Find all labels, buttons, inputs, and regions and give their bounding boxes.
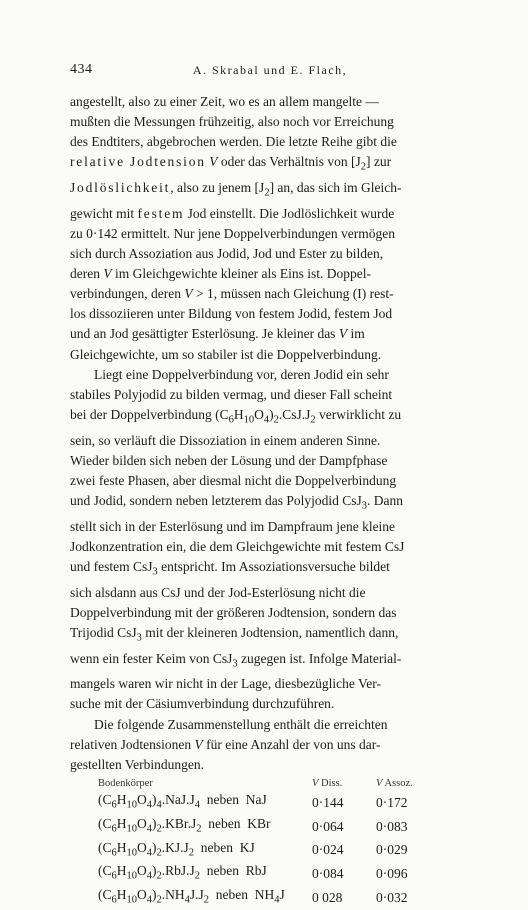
emphasis-jodloeslichkeit: Jodlöslichkeit (70, 180, 171, 196)
cell-v-assoz: 0·032 (376, 890, 408, 906)
results-table (98, 777, 436, 910)
cell-v-diss: 0·064 (312, 818, 344, 834)
emphasis-relative-jodtension: relative Jodtension (70, 154, 206, 170)
symbol-v: V (209, 154, 218, 170)
table-row (98, 862, 436, 886)
page-number: 434 (70, 62, 93, 77)
emphasis-festem: festem (137, 205, 185, 221)
table-row (98, 886, 436, 910)
cell-v-assoz: 0·029 (376, 842, 408, 858)
header-v-assoz: V Assoz. (376, 777, 413, 789)
paragraph-2: Liegt eine Doppelverbindung vor, deren Jodid ein sehr stabiles Polyjodid zu bilden vermag, und dieser Fall scheint bei der Doppelverbindung $(C_6H_{10}O_4)_2.CsJ.J_2$ verwirklicht zu sein, so verläuft die Dissoziation in einem anderen Sinne. Wieder bilden sich neben der Lösung und der Dampfphase zwei feste Phasen, aber diesmal nicht die Doppelverbindung und Jodid, sondern neben letzterem das Polyjodid CsJ$_3$. Dann stellt sich in der Esterlösung und im Dampfraum jene kleine Jodkonzentration ein, die dem Gleichgewichte mit festem CsJ und festem CsJ$_3$ entspricht. Im Assoziationsversuche bildet sich alsdann aus CsJ und der Jod-Esterlösung nicht die Doppelverbindung mit der größeren Jodtension, sondern das Trijodid CsJ$_3$ mit der kleineren Jodtension, namentlich dann, wenn ein fester Keim von CsJ$_3$ zugegen ist. Infolge Material- mangels waren wir nicht in der Lage, diesbezügliche Ver- suche mit der Cäsiumverbindung durchzuführen. (70, 366, 405, 712)
cell-bodenkoerper: $(C_6H_{10}O_4)_2.NH_4J.J_2$ neben $NH_4J$ (98, 887, 285, 907)
cell-bodenkoerper: $(C_6H_{10}O_4)_2.KJ.J_2$ neben KJ (98, 839, 255, 859)
cell-v-assoz: 0·172 (376, 794, 408, 810)
table-row (98, 791, 436, 815)
cell-v-assoz: 0·083 (376, 818, 408, 834)
cell-v-assoz: 0·096 (376, 866, 408, 882)
cell-v-diss: 0 028 (312, 890, 343, 906)
table-header-row (98, 777, 436, 791)
cell-bodenkoerper: $(C_6H_{10}O_4)_4.NaJ.J_4$ neben NaJ (98, 791, 267, 811)
table-row (98, 815, 436, 839)
header-v-diss: V Diss. (312, 777, 343, 789)
paragraph-3: Die folgende Zusammenstellung enthält die erreichten relativen Jodtensionen V für eine Anzahl der von uns dar- gestellten Verbindungen. (70, 716, 388, 772)
cell-v-diss: 0·024 (312, 842, 344, 858)
page-header (70, 62, 470, 82)
running-head: A. Skrabal und E. Flach, (192, 63, 348, 77)
header-bodenkoerper: Bodenkörper (98, 777, 153, 789)
cell-v-diss: 0·084 (312, 866, 344, 882)
cell-bodenkoerper: $(C_6H_{10}O_4)_2.KBr.J_2$ neben KBr (98, 815, 271, 835)
paragraph-1: angestellt, also zu einer Zeit, wo es an allem mangelte — mußten die Messungen frühzeitig, also noch vor Erreichung des Endtiters, abgebrochen werden. Die letzte Reihe gibt die relative Jodtension V oder das Verhältnis von $[J_2]$ zur Jodlöslichkeit, also zu jenem $[J_2]$ an, das sich im Gleich- gewicht mit festem Jod einstellt. Die Jodlöslichkeit wurde zu 0·142 ermittelt. Nur jene Doppelverbindungen vermögen sich durch Assoziation aus Jodid, Jod und Ester zu bilden, deren V im Gleichgewichte kleiner als Eins ist. Doppel- verbindungen, deren V > 1, müssen nach Gleichung (I) rest- los dissoziieren unter Bildung von festem Jodid, festem Jod und an Jod gesättigter Esterlösung. Je kleiner das V im Gleichgewichte, um so stabiler ist die Doppelverbindung. (70, 94, 402, 362)
article-body (70, 92, 468, 910)
cell-v-diss: 0·144 (312, 794, 344, 810)
table-row (98, 839, 436, 863)
cell-bodenkoerper: $(C_6H_{10}O_4)_2.RbJ.J_2$ neben RbJ (98, 863, 267, 883)
